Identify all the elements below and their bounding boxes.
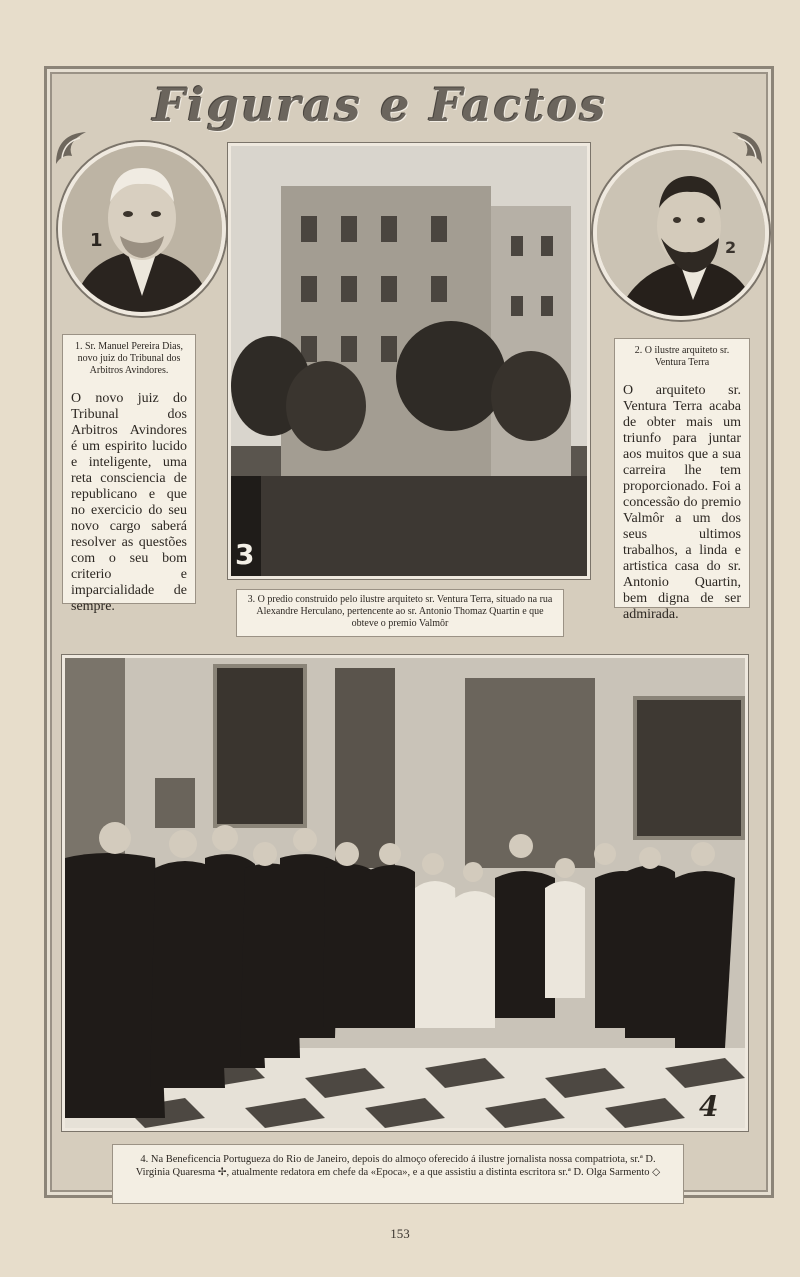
photo-number-3: 3 [235,538,255,571]
page-number: 153 [390,1226,410,1241]
portrait-number-1: 1 [90,230,103,251]
caption-1-body: O novo juiz do Tribunal dos Arbitros Avindores é um espirito lucido e inteligente, uma reta consciencia de republicano e que no exercicio do seu novo cargo saberá resolver as questões com o seu bom criterio e imparcialidade de sempre. [71,391,187,614]
caption-1-title: 1. Sr. Manuel Pereira Dias, novo juiz do Tribunal dos Arbitros Avindores. [74,341,184,376]
portrait-manuel-pereira-dias [58,142,226,316]
photo-group-beneficencia [62,655,748,1131]
photo-number-4: 4 [699,1090,719,1123]
caption-manuel-pereira-dias [62,334,196,614]
caption-building: 3. O predio construido pelo ilustre arquiteto sr. Ventura Terra, situado na rua Alexandre Herculano, pertencente ao sr. Antonio Thomaz Quartin e que obteve o premio Valmôr [236,589,564,637]
caption-ventura-terra [614,338,750,622]
photo-building-ventura-terra [228,143,590,579]
caption-2-title: 2. O ilustre arquiteto sr. Ventura Terra [634,345,730,368]
caption-group: 4. Na Beneficencia Portugueza do Rio de Janeiro, depois do almoço oferecido á ilustre jornalista nossa compatriota, sr.ª D. Virginia Quaresma ✢, atualmente redatora em chefe da «Epoca», e a que assistiu a distinta escritora sr.ª D. Olga Sarmento ◇ [112,1144,684,1204]
portrait-number-2: 2 [725,238,737,257]
masthead-title: Figuras e Factos [152,78,608,132]
caption-2-body: O arquiteto sr. Ventura Terra acaba de obter mais um triunfo para juntar aos muitos que a sua carreira lhe tem proporcionado. Foi a concessão do premio Valmôr a um dos seus ultimos trabalhos, a linda e artistica casa do sr. Antonio Quartin, bem digna de ser admirada. [623,383,741,622]
portrait-ventura-terra [593,146,769,320]
